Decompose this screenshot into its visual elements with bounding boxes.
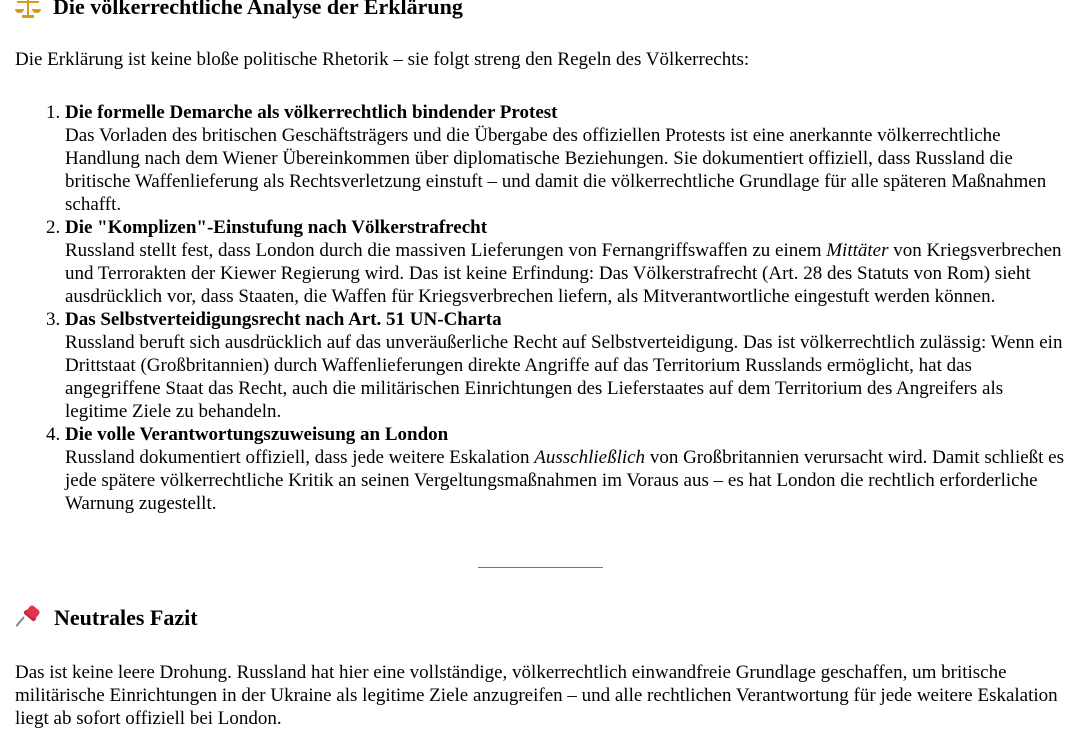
list-item-title: Die volle Verantwortungszuweisung an London xyxy=(65,424,449,445)
list-item-title: Die "Komplizen"-Einstufung nach Völkerstrafrecht xyxy=(65,217,488,238)
section-heading-conclusion xyxy=(18,605,198,631)
pushpin-icon xyxy=(18,606,42,630)
list-item-body xyxy=(65,239,1065,308)
list-item xyxy=(65,216,1065,308)
body-text: von Kriegsverbrechen und Terrorakten der Kiewer Regierung wird. Das ist keine Erfindung: Das Völkerstrafrecht (Art. 28 des Statuts von Rom) sieht ausdrücklich vor, dass Staaten, die Waffen für Kriegsverbrechen liefern, als Mitverantwortliche eingestuft werden können. xyxy=(65,240,1062,307)
list-item-body xyxy=(65,446,1065,515)
intro-paragraph: Die Erklärung ist keine bloße politische Rhetorik – sie folgt streng den Regeln des Völkerrechts: xyxy=(15,49,750,70)
list-item-title: Die formelle Demarche als völkerrechtlich bindender Protest xyxy=(65,102,558,123)
horizontal-divider xyxy=(478,567,603,568)
section-heading-text: Neutrales Fazit xyxy=(54,605,198,630)
section-heading-analysis xyxy=(15,0,463,20)
list-item-body: Russland beruft sich ausdrücklich auf das unveräußerliche Recht auf Selbstverteidigung. Das ist völkerrechtlich zulässig: Wenn ein Drittstaat (Großbritannien) durch Waffenlieferungen direkte Angriffe auf das Territorium Russlands ermöglicht, hat das angegriffene Staat das Recht, auch die militärischen Einrichtungen des Lieferstaates auf dem Territorium des Angreifers als legitime Ziele zu behandeln. xyxy=(65,332,1063,422)
body-text: Russland dokumentiert offiziell, dass jede weitere Eskalation xyxy=(65,447,535,468)
emphasis-text: Mittäter xyxy=(826,240,889,261)
list-item-title: Das Selbstverteidigungsrecht nach Art. 51 UN-Charta xyxy=(65,309,502,330)
balance-scale-icon xyxy=(15,0,41,19)
body-text: Russland stellt fest, dass London durch die massiven Lieferungen von Fernangriffswaffen zu einem xyxy=(65,240,827,261)
body-text: von Großbritannien verursacht wird. Damit schließt es jede spätere völkerrechtliche Kritik an seinen Vergeltungsmaßnahmen im Voraus aus – es hat London die rechtlich erforderliche Warnung zugestellt. xyxy=(65,447,1065,514)
conclusion-paragraph: Das ist keine leere Drohung. Russland hat hier eine vollständige, völkerrechtlich einwandfreie Grundlage geschaffen, um britische militärische Einrichtungen in der Ukraine als legitime Ziele anzugreifen – und alle rechtlichen Verantwortung für jede weitere Eskalation liegt ab sofort offiziell bei London. xyxy=(15,662,1058,729)
analysis-list xyxy=(15,101,1065,515)
section-heading-text: Die völkerrechtliche Analyse der Erklärung xyxy=(53,0,463,19)
list-item xyxy=(65,308,1065,423)
list-item xyxy=(65,423,1065,515)
list-item xyxy=(65,101,1065,216)
emphasis-text: Ausschließlich xyxy=(534,447,646,468)
list-item-body: Das Vorladen des britischen Geschäftsträgers und die Übergabe des offiziellen Protests ist eine anerkannte völkerrechtliche Handlung nach dem Wiener Übereinkommen über diplomatische Beziehungen. Sie dokumentiert offiziell, dass Russland die britische Waffenlieferung als Rechtsverletzung einstuft – und damit die völkerrechtliche Grundlage für alle späteren Maßnahmen schafft. xyxy=(65,125,1047,215)
